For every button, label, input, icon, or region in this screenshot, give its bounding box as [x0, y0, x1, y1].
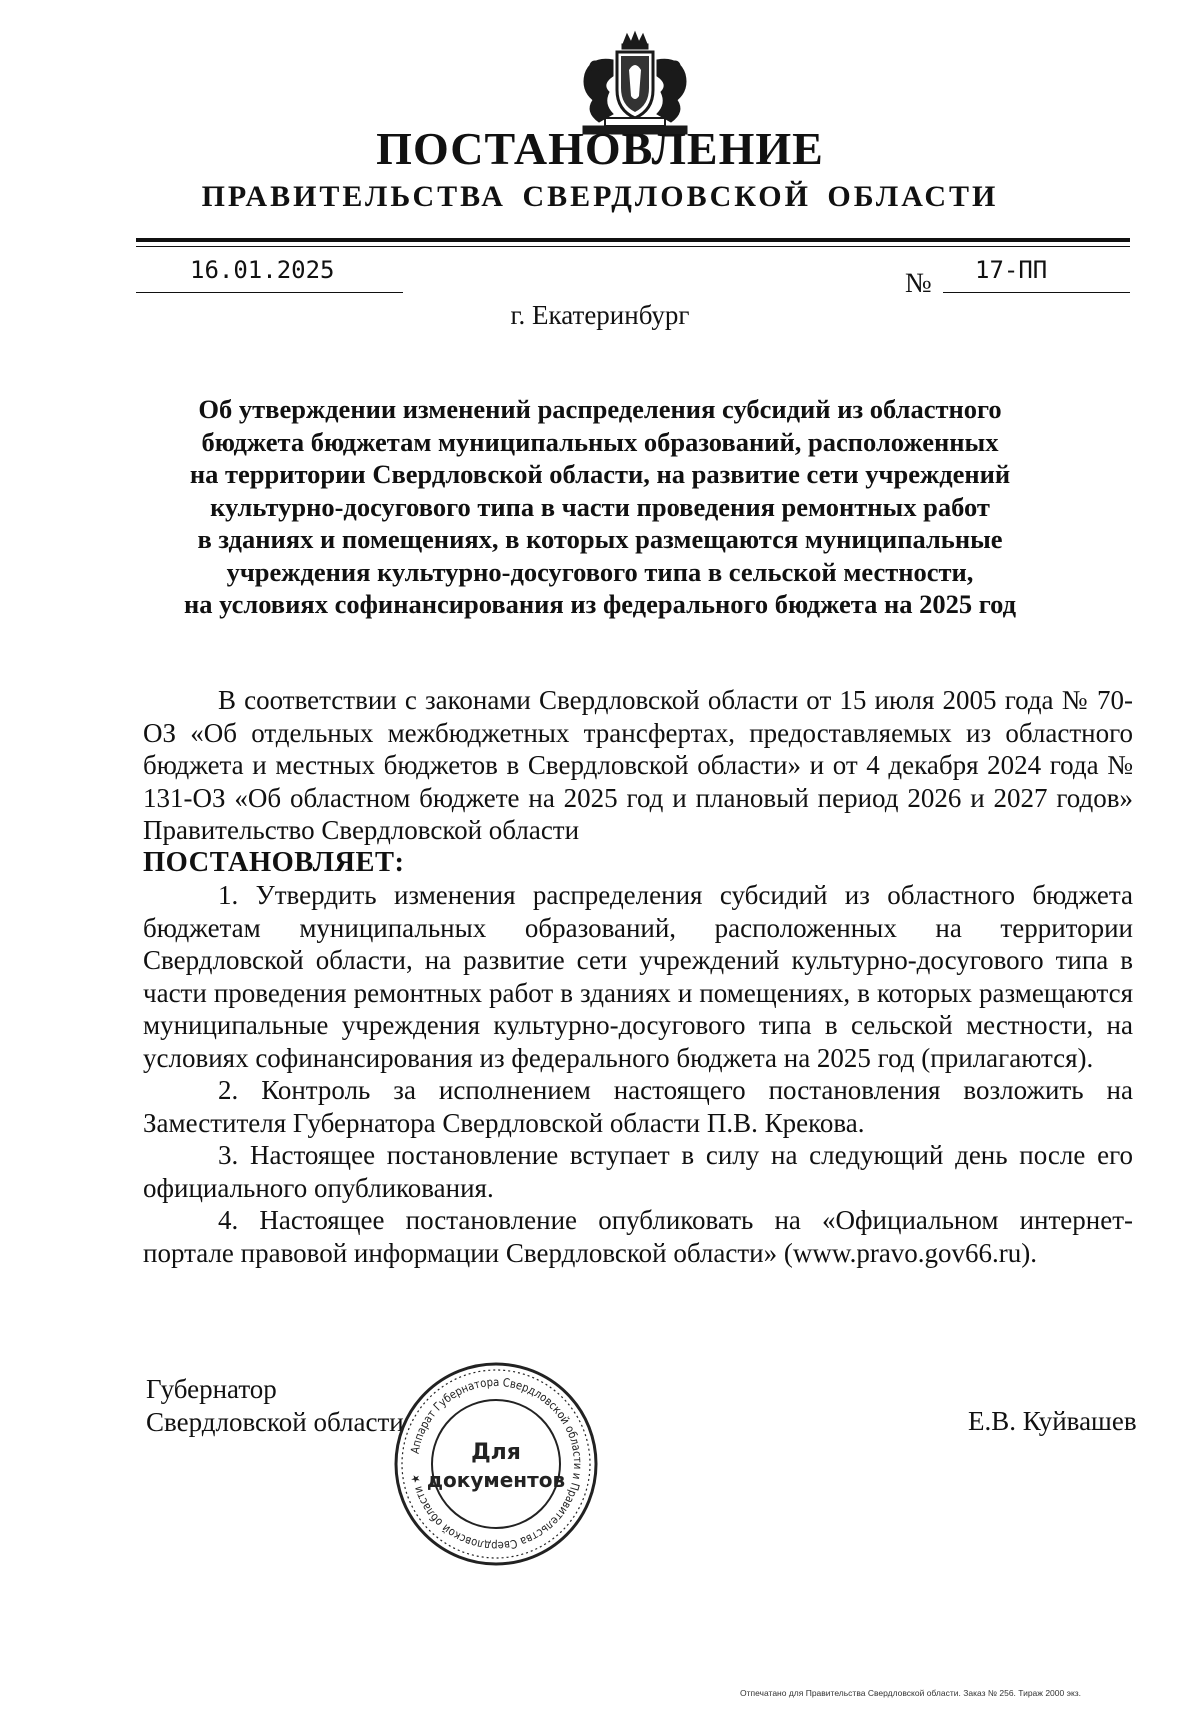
seal-ring-text: Аппарат Губернатора Свердловской области и Правительства Свердловской области ★ [407, 1374, 586, 1554]
round-seal-stamp [392, 1360, 600, 1568]
printer-note: Отпечатано для Правительства Свердловской области. Заказ № 256. Тираж 2000 экз. [740, 1688, 1082, 1698]
seal-center-line: документов [426, 1468, 566, 1492]
document-number: 17-ПП [975, 256, 1048, 284]
body-item: 4. Настоящее постановление опубликовать на «Официальном интернет-портале правовой информации Свердловской области» (www.pravo.gov66.ru). [143, 1205, 1133, 1268]
header-divider-thin [136, 246, 1130, 247]
decree-word: ПОСТАНОВЛЯЕТ: [143, 846, 405, 878]
signatory-title-line: Свердловской области [146, 1406, 404, 1437]
date-underline [136, 292, 403, 293]
issue-city: г. Екатеринбург [510, 300, 690, 330]
document-date: 16.01.2025 [190, 256, 335, 284]
signatory-title [146, 1373, 404, 1438]
header-divider-thick [136, 238, 1130, 242]
subject-line: бюджета бюджетам муниципальных образований, расположенных [201, 426, 999, 457]
subject-line: на территории Свердловской области, на развитие сети учреждений [189, 459, 1011, 489]
subject-line: в зданиях и помещениях, в которых размещаются муниципальные [197, 524, 1003, 554]
body-item: 2. Контроль за исполнением настоящего постановления возложить на Заместителя Губернатора Свердловской области П.В. Крекова. [143, 1075, 1133, 1138]
subject-line: учреждения культурно-досугового типа в сельской местности, [226, 556, 974, 587]
document-body [143, 684, 1133, 1269]
issuer-title: ПРАВИТЕЛЬСТВА СВЕРДЛОВСКОЙ ОБЛАСТИ [201, 180, 999, 213]
subject-line: культурно-досугового типа в части проведения ремонтных работ [210, 491, 990, 522]
preamble-paragraph: В соответствии с законами Свердловской области от 15 июля 2005 года № 70-ОЗ «Об отдельных межбюджетных трансфертах, предоставляемых из областного бюджета и местных бюджетов в Свердловской области» и от 4 декабря 2024 года № 131-ОЗ «Об областном бюджете на 2025 год и плановый период 2026 и 2027 годов» Правительство Свердловской области [143, 685, 1133, 845]
number-sign: № [905, 268, 932, 299]
body-item: 1. Утвердить изменения распределения субсидий из областного бюджета бюджетам муниципальных образований, расположенных на территории Свердловской области, на развитие сети учреждений культурно-досугового типа в части проведения ремонтных работ в зданиях и помещениях, в которых размещаются муниципальные учреждения культурно-досугового типа в сельской местности, на условиях софинансирования из федерального бюджета на 2025 год (прилагаются). [143, 880, 1133, 1073]
signatory-name: Е.В. Куйвашев [968, 1406, 1137, 1436]
signatory-title-line: Губернатор [146, 1374, 277, 1404]
body-item: 3. Настоящее постановление вступает в силу на следующий день после его официального опубликования. [143, 1140, 1133, 1203]
number-underline [943, 292, 1130, 293]
subject-line: на условиях софинансирования из федерального бюджета на 2025 год [183, 589, 1016, 619]
seal-center-line: Для [471, 1440, 521, 1465]
document-type-title: ПОСТАНОВЛЕНИЕ [376, 123, 824, 174]
subject-line: Об утверждении изменений распределения субсидий из областного [198, 394, 1002, 424]
document-subject [150, 393, 1050, 621]
